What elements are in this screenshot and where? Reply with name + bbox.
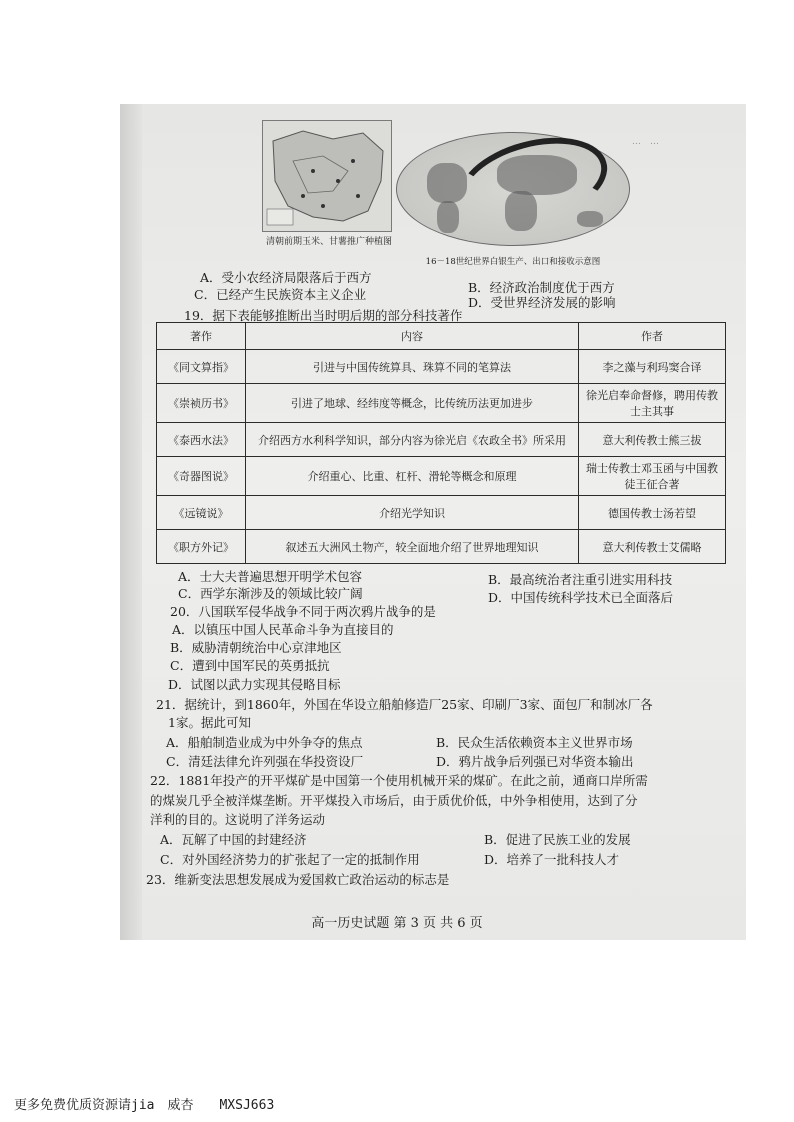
q19-stem: 19．据下表能够推断出当时明后期的部分科技著作 bbox=[184, 308, 463, 323]
table-header-row bbox=[157, 323, 726, 350]
crop-spread-map bbox=[262, 120, 392, 247]
cell-work: 《同文算指》 bbox=[157, 350, 246, 384]
q19-option-d: D．中国传统科学技术已全面落后 bbox=[488, 590, 674, 605]
table-row bbox=[157, 496, 726, 530]
q20-option-a: A．以镇压中国人民革命斗争为直接目的 bbox=[172, 622, 394, 637]
table-row bbox=[157, 457, 726, 496]
cell-content: 介绍光学知识 bbox=[246, 496, 579, 530]
header-author: 作者 bbox=[579, 323, 726, 350]
q20-stem: 20．八国联军侵华战争不同于两次鸦片战争的是 bbox=[170, 604, 436, 619]
cell-author: 李之藻与利玛窦合译 bbox=[579, 350, 726, 384]
q21-option-c: C．清廷法律允许列强在华投资设厂 bbox=[166, 754, 364, 769]
cell-work: 《奇器图说》 bbox=[157, 457, 246, 496]
cell-content: 介绍西方水利科学知识，部分内容为徐光启《农政全书》所采用 bbox=[246, 423, 579, 457]
q19-option-a: A．士大夫普遍思想开明学术包容 bbox=[178, 569, 363, 584]
resource-notice: 更多免费优质资源请jia 威杏 MXSJ663 bbox=[14, 1098, 275, 1113]
cell-author: 徐光启奉命督修，聘用传教士主其事 bbox=[579, 384, 726, 423]
q22-option-c: C．对外国经济势力的扩张起了一定的抵制作用 bbox=[160, 852, 420, 867]
header-work: 著作 bbox=[157, 323, 246, 350]
q23-stem: 23．维新变法思想发展成为爱国救亡政治运动的标志是 bbox=[146, 872, 450, 887]
q20-option-b: B．威胁清朝统治中心京津地区 bbox=[170, 640, 342, 655]
q21-option-d: D．鸦片战争后列强已对华资本输出 bbox=[436, 754, 634, 769]
header-content: 内容 bbox=[246, 323, 579, 350]
cell-content: 引进了地球、经纬度等概念，比传统历法更加进步 bbox=[246, 384, 579, 423]
q21-option-a: A．船舶制造业成为中外争夺的焦点 bbox=[166, 735, 363, 750]
q22-line1: 22．1881年投产的开平煤矿是中国第一个使用机械开采的煤矿。在此之前，通商口岸所需 bbox=[150, 773, 648, 788]
silver-trade-world-map bbox=[396, 132, 630, 267]
right-map-caption: 16－18世纪世界白银生产、出口和接收示意图 bbox=[425, 257, 601, 267]
cell-work: 《远镜说》 bbox=[157, 496, 246, 530]
cell-author: 意大利传教士熊三拔 bbox=[579, 423, 726, 457]
table-row bbox=[157, 423, 726, 457]
table-row bbox=[157, 350, 726, 384]
cell-content: 介绍重心、比重、杠杆、滑轮等概念和原理 bbox=[246, 457, 579, 496]
q21-stem-line2: 1家。据此可知 bbox=[168, 715, 251, 730]
australia-landmass bbox=[577, 211, 603, 227]
cell-work: 《泰西水法》 bbox=[157, 423, 246, 457]
cell-author: 意大利传教士艾儒略 bbox=[579, 530, 726, 564]
q21-stem-line1: 21．据统计，到1860年，外国在华设立船舶修造厂25家、印刷厂3家、面包厂和制冰厂各 bbox=[156, 697, 653, 712]
q22-option-b: B．促进了民族工业的发展 bbox=[484, 832, 631, 847]
cell-author: 德国传教士汤若望 bbox=[579, 496, 726, 530]
cell-work: 《崇祯历书》 bbox=[157, 384, 246, 423]
q19-option-b: B．最高统治者注重引进实用科技 bbox=[488, 572, 673, 587]
q18-option-a: A．受小农经济局限落后于西方 bbox=[200, 270, 372, 285]
q18-option-d: D．受世界经济发展的影响 bbox=[468, 295, 616, 310]
q22-option-d: D．培养了一批科技人才 bbox=[484, 852, 620, 867]
map-illustration-icon bbox=[263, 121, 391, 231]
q22-option-a: A．瓦解了中国的封建经济 bbox=[160, 832, 307, 847]
table-row bbox=[157, 384, 726, 423]
q20-option-d: D．试图以武力实现其侵略目标 bbox=[168, 677, 341, 692]
cell-author: 瑞士传教士邓玉函与中国教徒王征合著 bbox=[579, 457, 726, 496]
page-footer: 高一历史试题 第 3 页 共 6 页 bbox=[311, 916, 483, 931]
cell-content: 叙述五大洲风土物产，较全面地介绍了世界地理知识 bbox=[246, 530, 579, 564]
table-row bbox=[157, 530, 726, 564]
q18-option-b: B．经济政治制度优于西方 bbox=[468, 280, 615, 295]
q22-line2: 的煤炭几乎全被洋煤垄断。开平煤投入市场后，由于质优价低，中外争相使用，达到了分 bbox=[150, 793, 638, 808]
q19-option-c: C．西学东渐涉及的领域比较广阔 bbox=[178, 586, 363, 601]
south-america-landmass bbox=[437, 201, 459, 233]
science-works-table bbox=[156, 322, 726, 564]
cell-content: 引进与中国传统算具、珠算不同的笔算法 bbox=[246, 350, 579, 384]
q22-line3: 洋利的目的。这说明了洋务运动 bbox=[150, 812, 326, 827]
q20-option-c: C．遭到中国军民的英勇抵抗 bbox=[170, 658, 330, 673]
left-map-caption: 清朝前期玉米、甘薯推广种植图 bbox=[265, 237, 392, 247]
bleed-through-text: … … bbox=[632, 137, 660, 147]
q18-option-c: C．已经产生民族资本主义企业 bbox=[194, 287, 367, 302]
q21-option-b: B．民众生活依赖资本主义世界市场 bbox=[436, 735, 633, 750]
cell-work: 《职方外记》 bbox=[157, 530, 246, 564]
